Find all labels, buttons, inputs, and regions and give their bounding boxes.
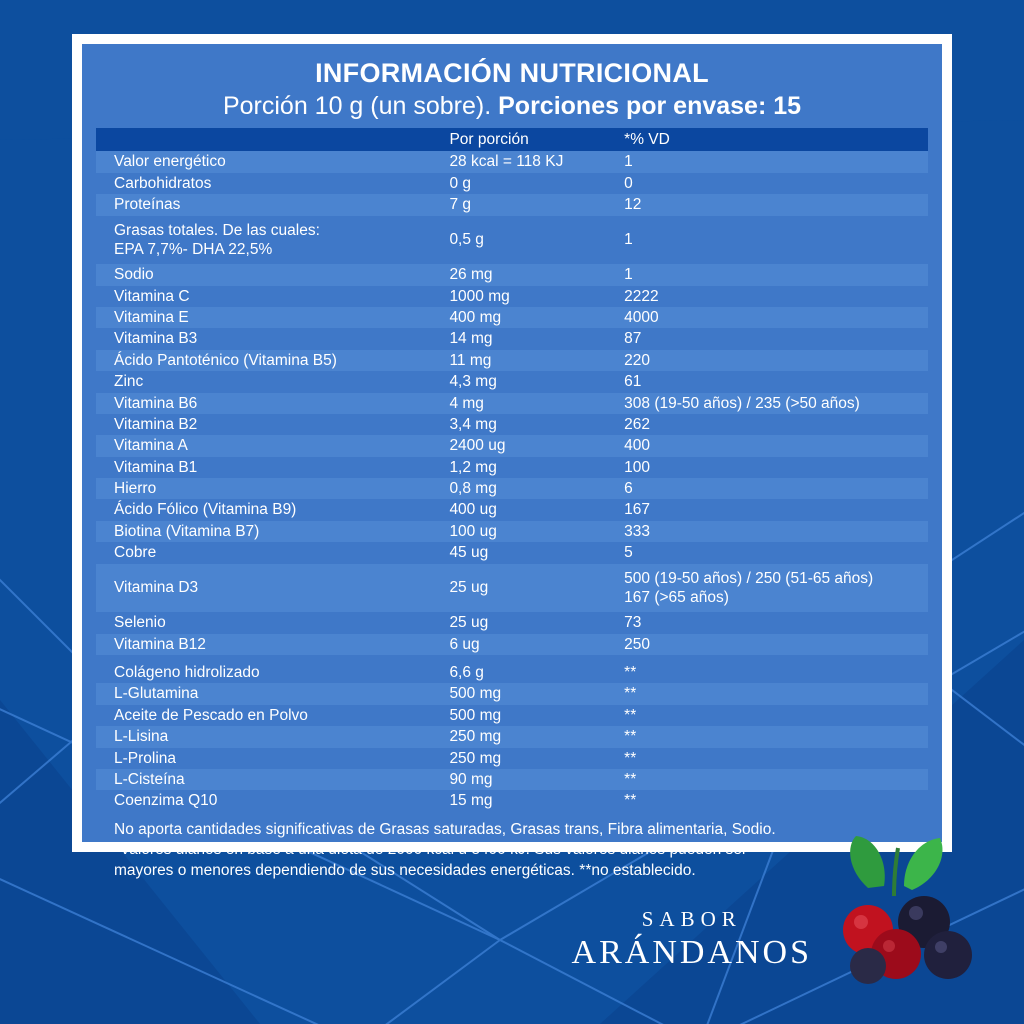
cell-nutrient-name: Vitamina B3 bbox=[114, 330, 198, 348]
cell-daily-value: 308 (19-50 años) / 235 (>50 años) bbox=[624, 394, 860, 412]
cell-daily-value: 2222 bbox=[624, 287, 659, 305]
cell-daily-value: ** bbox=[624, 664, 637, 682]
cell-nutrient-name: Proteínas bbox=[114, 196, 181, 214]
cell-daily-value: 6 bbox=[624, 480, 633, 498]
cell-amount: 14 mg bbox=[449, 330, 493, 348]
cell-amount: 25 ug bbox=[449, 614, 489, 632]
table-row bbox=[96, 542, 928, 563]
cell-daily-value: 87 bbox=[624, 330, 642, 348]
nutrition-table bbox=[96, 128, 928, 812]
cell-daily-value: 220 bbox=[624, 351, 651, 369]
cell-nutrient-name: Carbohidratos bbox=[114, 174, 212, 192]
table-row bbox=[96, 151, 928, 172]
cell-amount: 250 mg bbox=[449, 749, 502, 767]
column-header-vd: *% VD bbox=[624, 131, 670, 149]
cell-amount: 500 mg bbox=[449, 685, 502, 703]
berries-icon bbox=[808, 830, 988, 990]
column-header-amount: Por porción bbox=[449, 131, 529, 149]
table-row bbox=[96, 393, 928, 414]
cell-nutrient-name: Vitamina B6 bbox=[114, 394, 198, 412]
table-row bbox=[96, 748, 928, 769]
cell-amount: 1,2 mg bbox=[449, 458, 497, 476]
cell-nutrient-name: Vitamina D3 bbox=[114, 579, 199, 597]
cell-daily-value: ** bbox=[624, 728, 637, 746]
cell-daily-value: ** bbox=[624, 770, 637, 788]
cell-daily-value: ** bbox=[624, 792, 637, 810]
footnote bbox=[96, 812, 928, 881]
table-row bbox=[96, 194, 928, 215]
cell-nutrient-name: L-Lisina bbox=[114, 728, 169, 746]
flavor-label-block bbox=[572, 907, 812, 972]
separator-cell bbox=[96, 655, 928, 662]
cell-amount: 250 mg bbox=[449, 728, 502, 746]
table-row bbox=[96, 350, 928, 371]
cell-amount: 26 mg bbox=[449, 266, 493, 284]
cell-amount: 11 mg bbox=[449, 351, 492, 369]
cell-nutrient-name: Ácido Fólico (Vitamina B9) bbox=[114, 501, 297, 519]
cell-amount: 7 g bbox=[449, 196, 471, 214]
cell-nutrient-name: Colágeno hidrolizado bbox=[114, 664, 260, 682]
cell-daily-value: ** bbox=[624, 706, 637, 724]
cell-nutrient-name: Biotina (Vitamina B7) bbox=[114, 522, 260, 540]
cell-amount: 400 mg bbox=[449, 309, 502, 327]
table-row bbox=[96, 634, 928, 655]
cell-amount: 25 ug bbox=[449, 579, 489, 597]
cell-amount: 100 ug bbox=[449, 522, 497, 540]
cell-nutrient-name: L-Cisteína bbox=[114, 770, 185, 788]
table-row bbox=[96, 286, 928, 307]
table-row bbox=[96, 521, 928, 542]
cell-daily-value: 500 (19-50 años) / 250 (51-65 años) 167 (>65 años) bbox=[624, 569, 874, 606]
nutrition-panel-inner bbox=[82, 44, 942, 879]
cell-amount: 15 mg bbox=[449, 792, 493, 810]
table-separator-row bbox=[96, 655, 928, 662]
table-body bbox=[96, 151, 928, 811]
cell-nutrient-name: Coenzima Q10 bbox=[114, 792, 218, 810]
cell-daily-value: 1 bbox=[624, 153, 633, 171]
cell-daily-value: 1 bbox=[624, 266, 633, 284]
table-row bbox=[96, 790, 928, 811]
cell-nutrient-name: L-Prolina bbox=[114, 749, 177, 767]
cell-daily-value: 73 bbox=[624, 614, 642, 632]
cell-daily-value: 333 bbox=[624, 522, 651, 540]
table-row bbox=[96, 662, 928, 683]
table-row bbox=[96, 307, 928, 328]
flavor-name: ARÁNDANOS bbox=[571, 934, 812, 971]
table-row bbox=[96, 173, 928, 194]
table-row bbox=[96, 457, 928, 478]
cell-nutrient-name: Aceite de Pescado en Polvo bbox=[114, 706, 308, 724]
cell-amount: 4,3 mg bbox=[449, 373, 497, 391]
column-header-nutrient bbox=[96, 128, 445, 151]
cell-amount: 45 ug bbox=[449, 544, 489, 562]
cell-daily-value: 1 bbox=[624, 231, 633, 249]
table-row bbox=[96, 478, 928, 499]
table-row bbox=[96, 726, 928, 747]
nutrition-panel bbox=[72, 34, 952, 879]
footnote-line-2: *Valores diarios en base a una dieta de 2000 kcal u 8400 kJ. Sus valores diarios pueden ser bbox=[114, 841, 748, 859]
table-row bbox=[96, 683, 928, 704]
cell-amount: 0 g bbox=[449, 174, 471, 192]
portion-subtitle bbox=[96, 91, 928, 121]
cell-amount: 4 mg bbox=[449, 394, 484, 412]
cell-daily-value: 5 bbox=[624, 544, 633, 562]
table-row bbox=[96, 264, 928, 285]
cell-daily-value: 250 bbox=[624, 635, 651, 653]
cell-nutrient-name: Vitamina B2 bbox=[114, 415, 198, 433]
cell-daily-value: 167 bbox=[624, 501, 651, 519]
cell-daily-value: 400 bbox=[624, 437, 651, 455]
cell-daily-value: 0 bbox=[624, 174, 633, 192]
cell-amount: 2400 ug bbox=[449, 437, 506, 455]
cell-amount: 6,6 g bbox=[449, 664, 484, 682]
cell-amount: 3,4 mg bbox=[449, 415, 497, 433]
table-header-row bbox=[96, 128, 928, 151]
cell-daily-value: 61 bbox=[624, 373, 642, 391]
cell-nutrient-name: Hierro bbox=[114, 480, 157, 498]
cell-daily-value: 4000 bbox=[624, 309, 659, 327]
footnote-line-3: mayores o menores dependiendo de sus necesidades energéticas. **no establecido. bbox=[114, 861, 696, 879]
flavor-label: SABOR bbox=[641, 907, 742, 931]
cell-amount: 0,8 mg bbox=[449, 480, 497, 498]
cell-nutrient-name: Vitamina A bbox=[114, 437, 188, 455]
table-row bbox=[96, 612, 928, 633]
cell-amount: 90 mg bbox=[449, 770, 493, 788]
cell-amount: 500 mg bbox=[449, 706, 502, 724]
table-row bbox=[96, 328, 928, 349]
table-row bbox=[96, 499, 928, 520]
servings-text: Porciones por envase: 15 bbox=[498, 92, 802, 121]
cell-nutrient-name: Sodio bbox=[114, 266, 154, 284]
cell-amount: 400 ug bbox=[449, 501, 497, 519]
cell-nutrient-name: L-Glutamina bbox=[114, 685, 199, 703]
portion-text: Porción 10 g (un sobre). bbox=[222, 92, 499, 121]
cell-nutrient-name: Selenio bbox=[114, 614, 166, 632]
cell-nutrient-name: Vitamina C bbox=[114, 287, 190, 305]
cell-amount: 1000 mg bbox=[449, 287, 510, 305]
table-row bbox=[96, 414, 928, 435]
table-row bbox=[96, 371, 928, 392]
table-row bbox=[96, 769, 928, 790]
cell-nutrient-name: Vitamina B1 bbox=[114, 458, 198, 476]
cell-amount: 28 kcal = 118 KJ bbox=[449, 153, 564, 171]
table-row bbox=[96, 435, 928, 456]
cell-nutrient-name: Vitamina B12 bbox=[114, 635, 206, 653]
cell-nutrient-name: Grasas totales. De las cuales: EPA 7,7%- DHA 22,5% bbox=[114, 221, 320, 258]
cell-daily-value: 100 bbox=[624, 458, 651, 476]
table-row bbox=[96, 705, 928, 726]
cell-daily-value: ** bbox=[624, 749, 637, 767]
cell-daily-value: 262 bbox=[624, 415, 651, 433]
cell-nutrient-name: Vitamina E bbox=[114, 309, 189, 327]
table-row bbox=[96, 564, 928, 613]
cell-nutrient-name: Ácido Pantoténico (Vitamina B5) bbox=[114, 351, 337, 369]
cell-daily-value: 12 bbox=[624, 196, 642, 214]
footnote-line-1: No aporta cantidades significativas de Grasas saturadas, Grasas trans, Fibra alimentaria, Sodio. bbox=[114, 820, 776, 838]
cell-amount: 0,5 g bbox=[449, 231, 484, 249]
cell-nutrient-name: Cobre bbox=[114, 544, 157, 562]
cell-nutrient-name: Zinc bbox=[114, 373, 144, 391]
page-title: INFORMACIÓN NUTRICIONAL bbox=[315, 58, 709, 88]
table-row bbox=[96, 216, 928, 265]
cell-daily-value: ** bbox=[624, 685, 637, 703]
cell-nutrient-name: Valor energético bbox=[114, 153, 226, 171]
cell-amount: 6 ug bbox=[449, 635, 480, 653]
